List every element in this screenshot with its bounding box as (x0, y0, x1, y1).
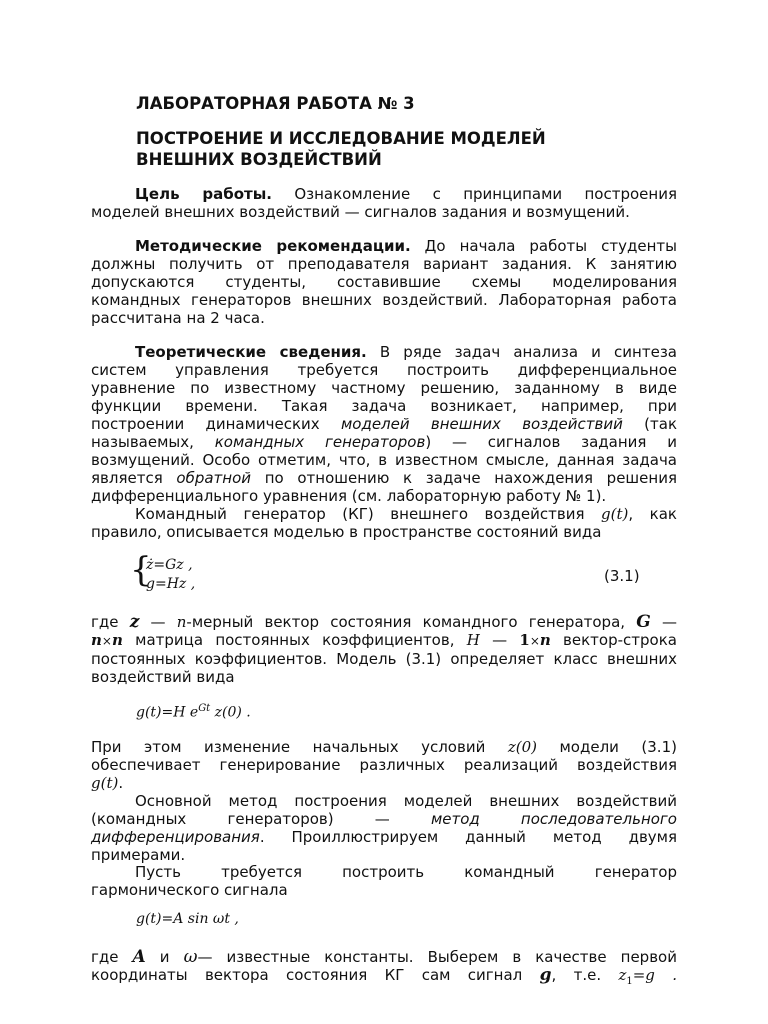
method-paragraph: Методические рекомендации. До начала работы студенты должны получить от преподавателя вариант задания. К занятию допускаются студенты, составившие схемы моделирования командных генераторов внешних воздействий. Лабораторная работа рассчитана на 2 часа. (91, 237, 677, 327)
basic-method-paragraph: Основной метод построения моделей внешних воздействий (командных генераторов) — метод последовательного дифференцирования. Проиллюстрируем данный метод двумя примерами. (91, 792, 677, 864)
equation-3-1-line2: g=Hz , (146, 576, 196, 592)
goal-paragraph: Цель работы. Ознакомление с принципами построения моделей внешних воздействий — сигналов задания и возмущений. (91, 185, 677, 221)
method-label: Методические рекомендации. (135, 237, 411, 255)
system-brace: { (130, 550, 152, 590)
theory-paragraph: Теоретические сведения. В ряде задач анализа и синтеза систем управления требуется построить дифференциальное уравнение по известному частному решению, заданному в виде функции времени. Такая задача возникает, например, при построении динамических моделей внешних воздействий (так называемых, командных генераторов) — сигналов задания и возмущений. Особо отметим, что, в известном смысле, данная задача является обратной по отношению к задаче нахождения решения дифференциального уравнения (см. лабораторную работу № 1). Командный генератор (КГ) внешнего воздействия g(t), как правило, описывается моделью в пространстве состояний вида (91, 343, 677, 541)
goal-label: Цель работы. (135, 185, 272, 203)
equation-harmonic: g(t)=A sin ωt , (136, 911, 239, 927)
lab-title: ЛАБОРАТОРНАЯ РАБОТА № 3 (136, 94, 415, 113)
state-choice-paragraph: где A и ω— известные константы. Выберем в качестве первой координаты вектора состояния КГ сам сигнал g, т.е. $z_1=g$ . (91, 947, 677, 987)
lab-subtitle-line2: ВНЕШНИХ ВОЗДЕЙСТВИЙ (136, 150, 382, 169)
lab-subtitle-line1: ПОСТРОЕНИЕ И ИССЛЕДОВАНИЕ МОДЕЛЕЙ (136, 129, 546, 148)
theory-label: Теоретические сведения. (135, 343, 367, 361)
g-of-t-symbol: g(t) (601, 505, 629, 523)
where-paragraph: где z — n-мерный вектор состояния командного генератора, G — n×n матрица постоянных коэффициентов, H — 1×n вектор-строка постоянных коэффициентов. Модель (3.1) определяет класс внешних воздействий вида (91, 612, 677, 686)
harmonic-paragraph: Пусть требуется построить командный генератор гармонического сигнала (91, 863, 677, 899)
equation-g-of-t: g(t)=H $e^{Gt}$ z(0) . (136, 703, 251, 721)
equation-3-1-line1: ż=Gz , (146, 557, 193, 573)
equation-3-1-number: (3.1) (604, 567, 640, 585)
initial-conditions-paragraph: При этом изменение начальных условий z(0) модели (3.1) обеспечивает генерирование различных реализаций воздействия g(t). (91, 738, 677, 792)
